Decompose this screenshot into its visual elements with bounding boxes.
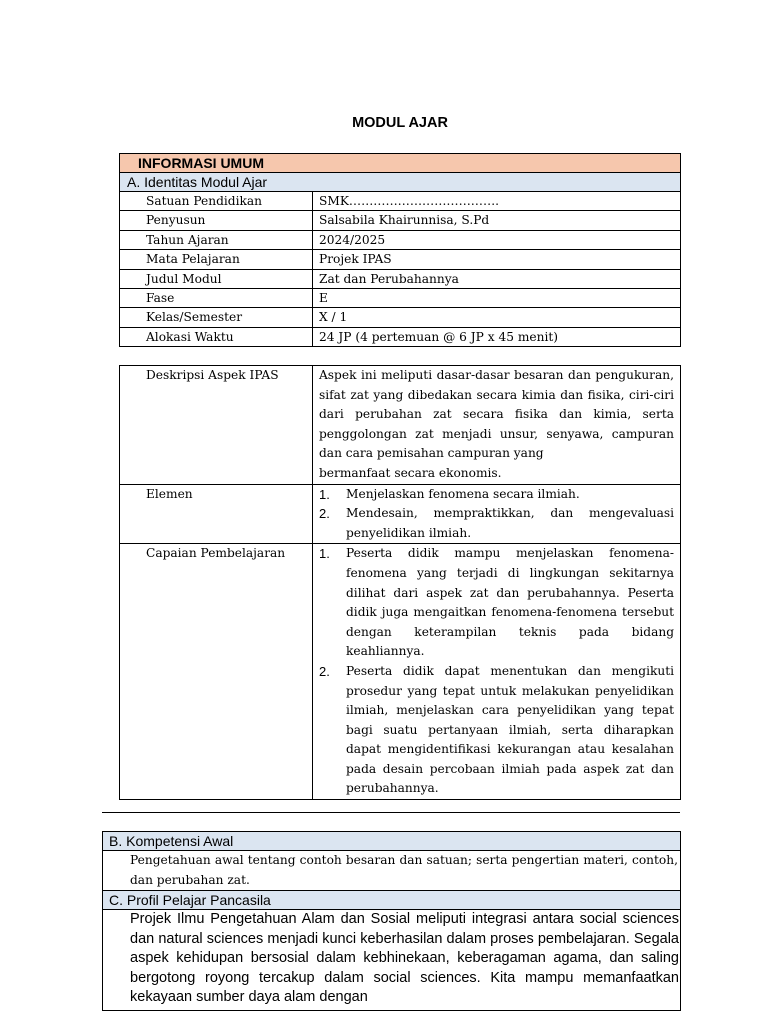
kompetensi-profil-table <box>102 831 681 1011</box>
table-row <box>120 269 681 288</box>
list-text: Mendesain, mempraktikkan, dan mengevaluasi penyelidikan ilmiah. <box>346 506 674 540</box>
row-label: Satuan Pendidikan <box>120 192 313 211</box>
row-label: Mata Pelajaran <box>120 250 313 269</box>
list-item <box>319 504 674 543</box>
row-value: 2024/2025 <box>313 230 681 249</box>
deskripsi-label: Deskripsi Aspek IPAS <box>120 366 313 485</box>
row-value: Salsabila Khairunnisa, S.Pd <box>313 211 681 230</box>
table-row <box>120 484 681 544</box>
kompetensi-awal-text: Pengetahuan awal tentang contoh besaran dan satuan; serta pengertian materi, contoh, dan perubahan zat. <box>103 851 681 891</box>
deskripsi-value <box>313 366 681 485</box>
profil-pancasila-cell <box>103 910 681 1011</box>
row-label: Fase <box>120 289 313 308</box>
row-value: SMK………………………………. <box>313 192 681 211</box>
elemen-list <box>319 485 674 544</box>
row-value: X / 1 <box>313 308 681 327</box>
row-label: Alokasi Waktu <box>120 327 313 346</box>
row-label: Kelas/Semester <box>120 308 313 327</box>
list-item <box>319 544 674 662</box>
capaian-label: Capaian Pembelajaran <box>120 544 313 800</box>
list-item <box>319 662 674 799</box>
capaian-list <box>319 544 674 799</box>
list-number: 2. <box>319 663 330 679</box>
list-text: Menjelaskan fenomena secara ilmiah. <box>346 486 580 501</box>
deskripsi-text: Aspek ini meliputi dasar-dasar besaran dan pengukuran, sifat zat yang dibedakan secara kimia dan fisika, ciri-ciri dari perubahan zat secara fisika dan kimia, serta penggolongan zat menjadi unsur, senyawa, campuran dan cara pemisahan campuran yang <box>319 368 674 461</box>
document-title: MODUL AJAR <box>352 115 448 131</box>
table-row <box>120 289 681 308</box>
row-value: Projek IPAS <box>313 250 681 269</box>
list-number: 2. <box>319 506 330 522</box>
table-row <box>120 366 681 485</box>
elemen-value <box>313 484 681 544</box>
profil-pancasila-header: C. Profil Pelajar Pancasila <box>103 891 681 910</box>
kompetensi-awal-header: B. Kompetensi Awal <box>103 832 681 851</box>
profil-pancasila-text: Projek Ilmu Pengetahuan Alam dan Sosial meliputi integrasi antara social sciences dan natural sciences menjadi kunci keberhasilan dalam proses pembelajaran. Segala aspek kehidupan bersosial dalam kebhinekaan, keberagaman agama, dan saling bergotong royong tercakup dalam social sciences. Kita mampu memanfaatkan kekayaan sumber daya alam dengan <box>130 911 679 1006</box>
list-number: 1. <box>319 486 330 502</box>
identitas-section-header: A. Identitas Modul Ajar <box>120 173 681 192</box>
capaian-value <box>313 544 681 800</box>
table-row <box>120 192 681 211</box>
table-row <box>120 544 681 800</box>
row-value: E <box>313 289 681 308</box>
identitas-table <box>119 153 681 347</box>
informasi-umum-header: INFORMASI UMUM <box>120 154 681 173</box>
elemen-label: Elemen <box>120 484 313 544</box>
row-value: Zat dan Perubahannya <box>313 269 681 288</box>
table-row <box>120 250 681 269</box>
list-text: Peserta didik dapat menentukan dan mengikuti prosedur yang tepat untuk melakukan penyelidikan ilmiah, menjelaskan cara penyelidikan yang tepat bagi suatu pertanyaan ilmiah, serta diharapkan dapat mengidentifikasi kekurangan atau kesalahan pada desain percobaan ilmiah pada aspek zat dan perubahannya. <box>346 663 674 796</box>
row-label: Penyusun <box>120 211 313 230</box>
table-row <box>120 211 681 230</box>
list-number: 1. <box>319 546 330 562</box>
row-label: Judul Modul <box>120 269 313 288</box>
list-item <box>319 485 674 505</box>
list-text: Peserta didik mampu menjelaskan fenomena-fenomena yang terjadi di lingkungan sekitarnya dilihat dari aspek zat dan perubahannya. Peserta didik juga mengaitkan fenomena-fenomena tersebut dengan keterampilan teknis pada bidang keahliannya. <box>346 546 674 659</box>
deskripsi-text-last: bermanfaat secara ekonomis. <box>319 465 502 480</box>
row-value: 24 JP (4 pertemuan @ 6 JP x 45 menit) <box>313 327 681 346</box>
table-row <box>120 308 681 327</box>
row-label: Tahun Ajaran <box>120 230 313 249</box>
table-row <box>120 230 681 249</box>
aspek-table <box>119 365 681 800</box>
section-divider <box>102 812 680 813</box>
table-row <box>120 327 681 346</box>
